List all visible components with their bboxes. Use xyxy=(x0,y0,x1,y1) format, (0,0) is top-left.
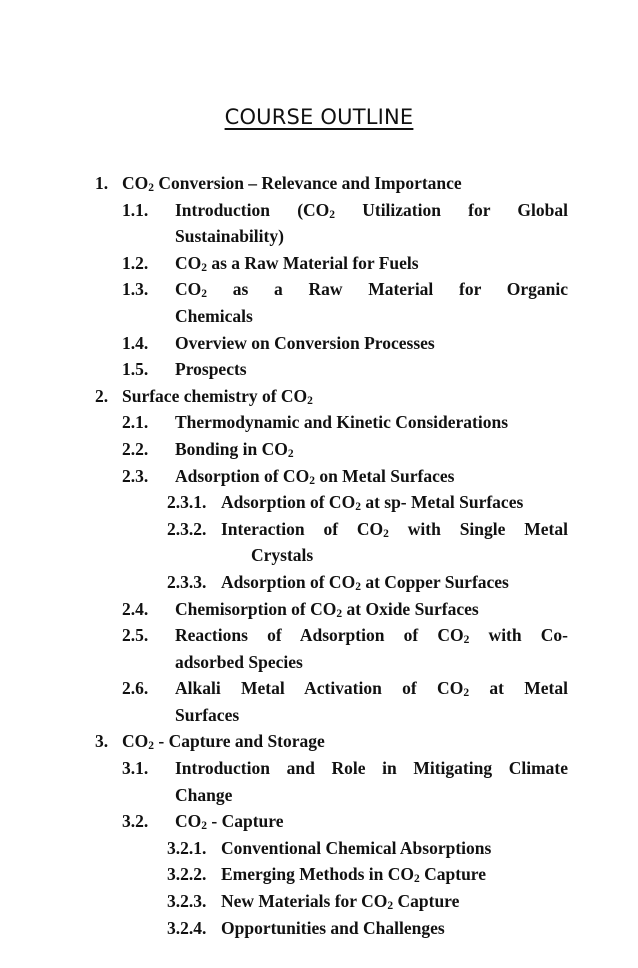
text-run: at Metal xyxy=(469,678,568,699)
outline-item-text xyxy=(175,702,239,729)
outline-item-text xyxy=(175,755,568,782)
outline-item-text xyxy=(175,596,479,623)
subscript: 2 xyxy=(287,447,294,460)
text-run: Capture xyxy=(419,864,487,885)
outline-item xyxy=(0,888,638,915)
outline-item xyxy=(0,755,638,782)
outline-item-continuation xyxy=(0,542,638,569)
text-run: Introduction and Role in Mitigating Climate xyxy=(175,758,568,779)
outline-item-number: 2.1. xyxy=(122,412,149,433)
outline-item-text xyxy=(175,223,284,250)
subscript: 2 xyxy=(355,580,361,593)
outline-item-number: 1.1. xyxy=(122,199,149,220)
outline-item-number: 2.2. xyxy=(122,438,149,459)
outline-item-number: 2. xyxy=(95,385,109,406)
text-run: Thermodynamic and Kinetic Considerations xyxy=(175,412,509,433)
subscript: 2 xyxy=(387,900,394,913)
subscript: 2 xyxy=(463,687,470,700)
outline-item-number: 3.2.4. xyxy=(167,917,207,938)
outline-item-text xyxy=(175,622,568,649)
outline-item xyxy=(0,728,638,755)
outline-item-text xyxy=(175,330,435,357)
outline-item-number: 2.5. xyxy=(122,625,149,646)
outline-item xyxy=(0,276,638,303)
text-run: CO xyxy=(122,173,149,193)
outline-item xyxy=(0,383,638,410)
text-run: Adsorption of CO xyxy=(221,492,356,513)
text-run: Alkali Metal Activation of CO xyxy=(175,678,464,699)
outline-item-continuation xyxy=(0,303,638,330)
text-run: Chemisorption of CO xyxy=(175,598,337,619)
outline-item-text xyxy=(175,436,294,463)
course-outline-list xyxy=(0,170,638,941)
text-run: on Metal Surfaces xyxy=(314,465,455,486)
outline-item xyxy=(0,915,638,942)
outline-item-text xyxy=(221,489,523,516)
outline-item-text xyxy=(175,463,454,490)
outline-item-number: 2.6. xyxy=(122,678,149,699)
text-run: Adsorption of CO xyxy=(175,465,310,486)
text-run: Reactions of Adsorption of CO xyxy=(175,625,464,646)
text-run: - Capture xyxy=(207,811,284,832)
subscript: 2 xyxy=(355,501,361,514)
outline-item-text xyxy=(175,250,419,277)
outline-item-text xyxy=(175,356,247,383)
text-run: CO xyxy=(175,279,202,300)
outline-item-number: 1. xyxy=(95,173,109,193)
outline-item-number: 2.3.2. xyxy=(167,518,207,539)
text-run: Crystals xyxy=(251,545,314,566)
text-run: Introduction (CO xyxy=(175,199,330,220)
text-run: Opportunities and Challenges xyxy=(221,917,445,938)
outline-item-text xyxy=(221,516,568,543)
outline-item-text xyxy=(175,276,568,303)
subscript: 2 xyxy=(201,820,207,833)
outline-item-number: 3.2.1. xyxy=(167,837,207,858)
subscript: 2 xyxy=(383,527,389,540)
outline-item-text xyxy=(175,303,253,330)
outline-item-text xyxy=(221,835,491,862)
subscript: 2 xyxy=(201,261,207,274)
outline-item-text xyxy=(122,170,462,197)
text-run: Interaction of CO xyxy=(221,518,384,539)
outline-item xyxy=(0,622,638,649)
outline-item-number: 1.2. xyxy=(122,252,149,273)
outline-item-text xyxy=(251,542,313,569)
subscript: 2 xyxy=(309,474,315,487)
outline-item xyxy=(0,330,638,357)
outline-item-number: 3.2. xyxy=(122,811,149,832)
outline-item xyxy=(0,516,638,543)
outline-item-text xyxy=(221,915,445,942)
outline-item-number: 1.4. xyxy=(122,332,149,353)
outline-item xyxy=(0,808,638,835)
text-run: as a Raw Material for Organic xyxy=(207,279,568,300)
subscript: 2 xyxy=(201,288,207,301)
subscript: 2 xyxy=(414,873,420,886)
subscript: 2 xyxy=(336,607,343,620)
outline-item xyxy=(0,356,638,383)
text-run: Conventional Chemical Absorptions xyxy=(221,837,492,858)
subscript: 2 xyxy=(463,634,470,647)
outline-item-continuation xyxy=(0,649,638,676)
outline-item-text xyxy=(122,383,313,410)
outline-item-continuation xyxy=(0,782,638,809)
outline-item-text xyxy=(175,197,568,224)
subscript: 2 xyxy=(148,182,154,194)
text-run: at Oxide Surfaces xyxy=(342,598,479,619)
outline-item xyxy=(0,569,638,596)
outline-item xyxy=(0,250,638,277)
outline-item xyxy=(0,409,638,436)
outline-item-number: 3.1. xyxy=(122,758,149,779)
outline-item xyxy=(0,596,638,623)
text-run: with Co- xyxy=(469,625,569,646)
text-run: Adsorption of CO xyxy=(221,571,356,592)
text-run: at Copper Surfaces xyxy=(360,571,509,592)
text-run: Chemicals xyxy=(175,305,253,326)
text-run: Emerging Methods in CO xyxy=(221,864,414,885)
text-run: Bonding in CO xyxy=(175,438,288,459)
outline-item xyxy=(0,835,638,862)
text-run: CO xyxy=(122,731,149,752)
text-run: Change xyxy=(175,784,233,805)
text-run: CO xyxy=(175,811,202,832)
outline-item xyxy=(0,197,638,224)
text-run: Utilization for Global xyxy=(335,199,568,220)
outline-item xyxy=(0,436,638,463)
text-run: Overview on Conversion Processes xyxy=(175,332,435,353)
outline-item-number: 1.5. xyxy=(122,359,149,380)
text-run: Capture xyxy=(393,891,460,912)
outline-item-text xyxy=(175,782,232,809)
outline-item-number: 2.3.3. xyxy=(167,571,207,592)
outline-item-text xyxy=(221,861,486,888)
outline-item xyxy=(0,489,638,516)
subscript: 2 xyxy=(329,208,336,221)
outline-item-text xyxy=(175,808,283,835)
outline-item-text xyxy=(221,888,459,915)
outline-item-continuation xyxy=(0,702,638,729)
text-run: Sustainability) xyxy=(175,226,284,247)
outline-item xyxy=(0,463,638,490)
outline-item-number: 3. xyxy=(95,731,109,752)
text-run: adsorbed Species xyxy=(175,651,303,672)
text-run: as a Raw Material for Fuels xyxy=(207,252,419,273)
page-title: COURSE OUTLINE xyxy=(224,105,414,129)
text-run: CO xyxy=(175,252,202,273)
outline-item-continuation xyxy=(0,223,638,250)
text-run: with Single Metal xyxy=(388,518,568,539)
outline-item-text xyxy=(175,675,568,702)
text-run: Conversion – Relevance and Importance xyxy=(154,173,462,193)
outline-item-number: 2.3. xyxy=(122,465,149,486)
outline-item-number: 2.3.1. xyxy=(167,492,207,513)
outline-item-text xyxy=(221,569,509,596)
outline-item-number: 2.4. xyxy=(122,598,149,619)
text-run: Surfaces xyxy=(175,704,240,725)
outline-item-text xyxy=(175,649,303,676)
outline-item-number: 3.2.3. xyxy=(167,891,207,912)
outline-item-text xyxy=(122,728,325,755)
outline-item xyxy=(0,861,638,888)
outline-item xyxy=(0,675,638,702)
text-run: at sp- Metal Surfaces xyxy=(360,492,524,513)
text-run: New Materials for CO xyxy=(221,891,388,912)
text-run: Surface chemistry of CO xyxy=(122,385,308,406)
outline-item-number: 1.3. xyxy=(122,279,149,300)
subscript: 2 xyxy=(307,394,313,407)
subscript: 2 xyxy=(148,740,154,753)
outline-item xyxy=(0,170,638,197)
text-run: - Capture and Storage xyxy=(154,731,325,752)
text-run: Prospects xyxy=(175,359,247,380)
outline-item-number: 3.2.2. xyxy=(167,864,207,885)
outline-item-text xyxy=(175,409,508,436)
